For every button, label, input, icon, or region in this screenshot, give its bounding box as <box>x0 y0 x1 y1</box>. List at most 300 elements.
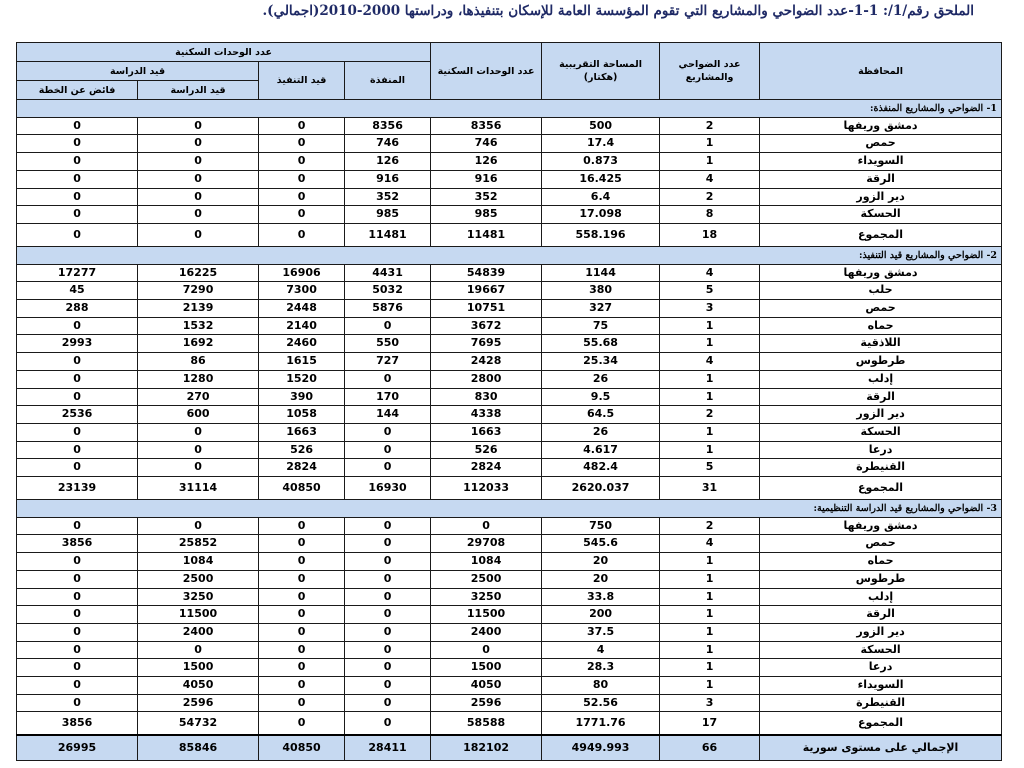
value-cell: 8356 <box>345 117 431 135</box>
value-cell: 3672 <box>431 317 542 335</box>
value-cell: 0 <box>259 659 345 677</box>
value-cell: 86 <box>138 353 259 371</box>
value-cell: 380 <box>542 282 660 300</box>
header-units-group: عدد الوحدات السكنية <box>17 43 431 62</box>
value-cell: 750 <box>542 517 660 535</box>
table-row <box>17 623 1002 641</box>
value-cell: 11500 <box>431 606 542 624</box>
section-header-row <box>17 100 1002 118</box>
value-cell: 985 <box>431 206 542 224</box>
section-total-row <box>17 223 1002 246</box>
value-cell: 28.3 <box>542 659 660 677</box>
value-cell: 0 <box>138 459 259 477</box>
table-row <box>17 459 1002 477</box>
value-cell: 4949.993 <box>542 735 660 761</box>
value-cell: 1084 <box>138 553 259 571</box>
value-cell: 26 <box>542 423 660 441</box>
page-title: الملحق رقم/1/: 1-1-عدد الضواحي والمشاريع التي تقوم المؤسسة العامة للإسكان بتنفيذها، ودراستها 2000-2010(اجمالي). <box>262 3 974 19</box>
value-cell: 170 <box>345 388 431 406</box>
table-row <box>17 317 1002 335</box>
value-cell: 10751 <box>431 300 542 318</box>
value-cell: 16930 <box>345 477 431 500</box>
value-cell: 0 <box>345 677 431 695</box>
value-cell: 0 <box>259 170 345 188</box>
value-cell: 6.4 <box>542 188 660 206</box>
value-cell: 25852 <box>138 535 259 553</box>
value-cell: 0 <box>345 459 431 477</box>
value-cell: 2 <box>660 117 760 135</box>
governorate-cell: دمشق وريفها <box>760 117 1002 135</box>
value-cell: 0 <box>138 153 259 171</box>
value-cell: 64.5 <box>542 406 660 424</box>
value-cell: 4431 <box>345 264 431 282</box>
governorate-cell: دير الزور <box>760 406 1002 424</box>
value-cell: 182102 <box>431 735 542 761</box>
value-cell: 0 <box>345 317 431 335</box>
housing-projects-table <box>16 42 1002 761</box>
value-cell: 0 <box>138 223 259 246</box>
value-cell: 1500 <box>138 659 259 677</box>
value-cell: 2428 <box>431 353 542 371</box>
value-cell: 9.5 <box>542 388 660 406</box>
value-cell: 0 <box>259 188 345 206</box>
governorate-cell: الرقة <box>760 606 1002 624</box>
value-cell: 550 <box>345 335 431 353</box>
value-cell: 0 <box>345 517 431 535</box>
value-cell: 0 <box>17 694 138 712</box>
value-cell: 80 <box>542 677 660 695</box>
table-row <box>17 423 1002 441</box>
value-cell: 26 <box>542 370 660 388</box>
value-cell: 830 <box>431 388 542 406</box>
value-cell: 40850 <box>259 735 345 761</box>
value-cell: 1 <box>660 135 760 153</box>
table-row <box>17 659 1002 677</box>
value-cell: 746 <box>345 135 431 153</box>
value-cell: 66 <box>660 735 760 761</box>
value-cell: 75 <box>542 317 660 335</box>
value-cell: 0 <box>259 623 345 641</box>
table-row <box>17 588 1002 606</box>
value-cell: 55.68 <box>542 335 660 353</box>
value-cell: 1 <box>660 441 760 459</box>
value-cell: 390 <box>259 388 345 406</box>
governorate-cell: القنيطرة <box>760 694 1002 712</box>
table-row <box>17 694 1002 712</box>
value-cell: 0 <box>259 117 345 135</box>
value-cell: 4338 <box>431 406 542 424</box>
value-cell: 2596 <box>138 694 259 712</box>
value-cell: 352 <box>345 188 431 206</box>
governorate-cell: دمشق وريفها <box>760 264 1002 282</box>
header-surplus: فائض عن الخطة <box>17 81 138 100</box>
value-cell: 1500 <box>431 659 542 677</box>
value-cell: 0 <box>17 353 138 371</box>
governorate-cell: المجموع <box>760 477 1002 500</box>
value-cell: 0 <box>17 188 138 206</box>
value-cell: 0 <box>345 553 431 571</box>
governorate-cell: الحسكة <box>760 423 1002 441</box>
value-cell: 16225 <box>138 264 259 282</box>
value-cell: 31 <box>660 477 760 500</box>
table-row <box>17 535 1002 553</box>
value-cell: 1663 <box>431 423 542 441</box>
header-area: المساحة التقريبية (هكتار) <box>542 43 660 100</box>
value-cell: 916 <box>345 170 431 188</box>
table-row <box>17 300 1002 318</box>
value-cell: 33.8 <box>542 588 660 606</box>
value-cell: 0 <box>259 677 345 695</box>
section-total-row <box>17 712 1002 736</box>
governorate-cell: القنيطرة <box>760 459 1002 477</box>
value-cell: 3 <box>660 694 760 712</box>
governorate-cell: طرطوس <box>760 570 1002 588</box>
value-cell: 52.56 <box>542 694 660 712</box>
value-cell: 746 <box>431 135 542 153</box>
value-cell: 1 <box>660 388 760 406</box>
value-cell: 16.425 <box>542 170 660 188</box>
value-cell: 2 <box>660 517 760 535</box>
value-cell: 18 <box>660 223 760 246</box>
value-cell: 0 <box>259 517 345 535</box>
value-cell: 112033 <box>431 477 542 500</box>
value-cell: 2993 <box>17 335 138 353</box>
value-cell: 0 <box>345 712 431 736</box>
value-cell: 0 <box>345 694 431 712</box>
table-row <box>17 206 1002 224</box>
value-cell: 1663 <box>259 423 345 441</box>
value-cell: 2500 <box>431 570 542 588</box>
value-cell: 0 <box>138 188 259 206</box>
governorate-cell: حلب <box>760 282 1002 300</box>
governorate-cell: الرقة <box>760 388 1002 406</box>
value-cell: 16906 <box>259 264 345 282</box>
value-cell: 4 <box>660 353 760 371</box>
value-cell: 2596 <box>431 694 542 712</box>
value-cell: 1615 <box>259 353 345 371</box>
value-cell: 558.196 <box>542 223 660 246</box>
value-cell: 4050 <box>138 677 259 695</box>
value-cell: 17.4 <box>542 135 660 153</box>
value-cell: 0 <box>259 223 345 246</box>
value-cell: 3856 <box>17 712 138 736</box>
value-cell: 0 <box>17 659 138 677</box>
value-cell: 2800 <box>431 370 542 388</box>
value-cell: 3250 <box>138 588 259 606</box>
value-cell: 0 <box>17 206 138 224</box>
value-cell: 0 <box>17 517 138 535</box>
header-in-study: قيد الدراسة <box>138 81 259 100</box>
value-cell: 352 <box>431 188 542 206</box>
value-cell: 0.873 <box>542 153 660 171</box>
value-cell: 1 <box>660 641 760 659</box>
value-cell: 482.4 <box>542 459 660 477</box>
value-cell: 0 <box>259 135 345 153</box>
value-cell: 4050 <box>431 677 542 695</box>
value-cell: 2140 <box>259 317 345 335</box>
value-cell: 526 <box>259 441 345 459</box>
value-cell: 126 <box>345 153 431 171</box>
header-count: عدد الضواحي والمشاريع <box>660 43 760 100</box>
value-cell: 1 <box>660 623 760 641</box>
value-cell: 7695 <box>431 335 542 353</box>
governorate-cell: السويداء <box>760 677 1002 695</box>
table-row <box>17 153 1002 171</box>
value-cell: 29708 <box>431 535 542 553</box>
value-cell: 25.34 <box>542 353 660 371</box>
value-cell: 1084 <box>431 553 542 571</box>
value-cell: 0 <box>345 623 431 641</box>
section-title: 3- الضواحي والمشاريع قيد الدراسة التنظيمية: <box>17 500 1002 518</box>
value-cell: 17277 <box>17 264 138 282</box>
value-cell: 0 <box>431 517 542 535</box>
value-cell: 1692 <box>138 335 259 353</box>
value-cell: 11500 <box>138 606 259 624</box>
value-cell: 3856 <box>17 535 138 553</box>
value-cell: 270 <box>138 388 259 406</box>
value-cell: 3250 <box>431 588 542 606</box>
value-cell: 58588 <box>431 712 542 736</box>
value-cell: 2460 <box>259 335 345 353</box>
table-row <box>17 641 1002 659</box>
header-units: عدد الوحدات السكنية <box>431 43 542 100</box>
value-cell: 1 <box>660 553 760 571</box>
value-cell: 0 <box>17 641 138 659</box>
table-row <box>17 388 1002 406</box>
value-cell: 19667 <box>431 282 542 300</box>
value-cell: 288 <box>17 300 138 318</box>
governorate-cell: المجموع <box>760 223 1002 246</box>
value-cell: 45 <box>17 282 138 300</box>
value-cell: 0 <box>17 170 138 188</box>
table-row <box>17 264 1002 282</box>
value-cell: 0 <box>138 517 259 535</box>
value-cell: 2448 <box>259 300 345 318</box>
value-cell: 327 <box>542 300 660 318</box>
value-cell: 0 <box>17 388 138 406</box>
value-cell: 1058 <box>259 406 345 424</box>
governorate-cell: الحسكة <box>760 206 1002 224</box>
value-cell: 54839 <box>431 264 542 282</box>
section-title: 1- الضواحي والمشاريع المنفذة: <box>17 100 1002 118</box>
section-title: 2- الضواحي والمشاريع قيد التنفيذ: <box>17 246 1002 264</box>
value-cell: 7290 <box>138 282 259 300</box>
value-cell: 2824 <box>259 459 345 477</box>
table-row <box>17 677 1002 695</box>
value-cell: 5876 <box>345 300 431 318</box>
section-header-row <box>17 500 1002 518</box>
value-cell: 0 <box>345 441 431 459</box>
section-total-row <box>17 477 1002 500</box>
value-cell: 54732 <box>138 712 259 736</box>
governorate-cell: درعا <box>760 659 1002 677</box>
table-row <box>17 517 1002 535</box>
value-cell: 20 <box>542 570 660 588</box>
value-cell: 37.5 <box>542 623 660 641</box>
value-cell: 0 <box>259 606 345 624</box>
value-cell: 1 <box>660 570 760 588</box>
table-row <box>17 441 1002 459</box>
value-cell: 1280 <box>138 370 259 388</box>
value-cell: 0 <box>259 712 345 736</box>
value-cell: 1 <box>660 317 760 335</box>
value-cell: 0 <box>345 659 431 677</box>
governorate-cell: دير الزور <box>760 188 1002 206</box>
header-executed: المنفذة <box>345 62 431 100</box>
value-cell: 0 <box>17 570 138 588</box>
value-cell: 0 <box>431 641 542 659</box>
table-row <box>17 170 1002 188</box>
value-cell: 17 <box>660 712 760 736</box>
governorate-cell: الرقة <box>760 170 1002 188</box>
value-cell: 0 <box>259 694 345 712</box>
governorate-cell: السويداء <box>760 153 1002 171</box>
value-cell: 0 <box>345 606 431 624</box>
value-cell: 1 <box>660 588 760 606</box>
value-cell: 40850 <box>259 477 345 500</box>
value-cell: 11481 <box>431 223 542 246</box>
value-cell: 2620.037 <box>542 477 660 500</box>
value-cell: 1 <box>660 153 760 171</box>
value-cell: 1532 <box>138 317 259 335</box>
value-cell: 2400 <box>138 623 259 641</box>
value-cell: 23139 <box>17 477 138 500</box>
value-cell: 26995 <box>17 735 138 761</box>
governorate-cell: الحسكة <box>760 641 1002 659</box>
value-cell: 0 <box>17 223 138 246</box>
value-cell: 1 <box>660 423 760 441</box>
value-cell: 8356 <box>431 117 542 135</box>
value-cell: 500 <box>542 117 660 135</box>
value-cell: 0 <box>138 441 259 459</box>
value-cell: 0 <box>17 117 138 135</box>
value-cell: 1 <box>660 659 760 677</box>
governorate-cell: حماه <box>760 553 1002 571</box>
value-cell: 0 <box>259 206 345 224</box>
governorate-cell: المجموع <box>760 712 1002 736</box>
value-cell: 0 <box>259 641 345 659</box>
table-body <box>17 100 1002 761</box>
table-row <box>17 117 1002 135</box>
value-cell: 0 <box>17 677 138 695</box>
value-cell: 0 <box>138 117 259 135</box>
value-cell: 0 <box>259 553 345 571</box>
value-cell: 0 <box>17 441 138 459</box>
value-cell: 727 <box>345 353 431 371</box>
table-row <box>17 553 1002 571</box>
table-row <box>17 135 1002 153</box>
value-cell: 0 <box>17 553 138 571</box>
value-cell: 11481 <box>345 223 431 246</box>
table-row <box>17 406 1002 424</box>
value-cell: 4.617 <box>542 441 660 459</box>
value-cell: 5 <box>660 459 760 477</box>
value-cell: 2400 <box>431 623 542 641</box>
value-cell: 545.6 <box>542 535 660 553</box>
value-cell: 0 <box>138 641 259 659</box>
value-cell: 2536 <box>17 406 138 424</box>
value-cell: 2 <box>660 188 760 206</box>
governorate-cell: حمص <box>760 300 1002 318</box>
value-cell: 200 <box>542 606 660 624</box>
value-cell: 5032 <box>345 282 431 300</box>
value-cell: 1 <box>660 370 760 388</box>
table-row <box>17 353 1002 371</box>
governorate-cell: درعا <box>760 441 1002 459</box>
value-cell: 20 <box>542 553 660 571</box>
value-cell: 0 <box>17 135 138 153</box>
table-row <box>17 570 1002 588</box>
value-cell: 144 <box>345 406 431 424</box>
header-study-group: قيد الدراسة <box>17 62 259 81</box>
value-cell: 0 <box>17 459 138 477</box>
governorate-cell: دير الزور <box>760 623 1002 641</box>
value-cell: 4 <box>660 264 760 282</box>
value-cell: 4 <box>660 535 760 553</box>
value-cell: 0 <box>259 535 345 553</box>
value-cell: 1520 <box>259 370 345 388</box>
table-row <box>17 370 1002 388</box>
value-cell: 0 <box>138 206 259 224</box>
value-cell: 0 <box>17 623 138 641</box>
value-cell: 600 <box>138 406 259 424</box>
value-cell: 4 <box>660 170 760 188</box>
value-cell: 0 <box>259 588 345 606</box>
value-cell: 916 <box>431 170 542 188</box>
value-cell: 0 <box>345 570 431 588</box>
section-header-row <box>17 246 1002 264</box>
value-cell: 7300 <box>259 282 345 300</box>
value-cell: 1 <box>660 335 760 353</box>
value-cell: 0 <box>17 423 138 441</box>
value-cell: 85846 <box>138 735 259 761</box>
governorate-cell: إدلب <box>760 370 1002 388</box>
table-row <box>17 335 1002 353</box>
value-cell: 526 <box>431 441 542 459</box>
value-cell: 126 <box>431 153 542 171</box>
value-cell: 4 <box>542 641 660 659</box>
governorate-cell: حمص <box>760 135 1002 153</box>
governorate-cell: طرطوس <box>760 353 1002 371</box>
value-cell: 0 <box>345 370 431 388</box>
value-cell: 1144 <box>542 264 660 282</box>
value-cell: 0 <box>138 170 259 188</box>
value-cell: 0 <box>345 423 431 441</box>
table-row <box>17 606 1002 624</box>
value-cell: 0 <box>345 588 431 606</box>
governorate-cell: حماه <box>760 317 1002 335</box>
governorate-cell: الإجمالي على مستوى سورية <box>760 735 1002 761</box>
value-cell: 2500 <box>138 570 259 588</box>
value-cell: 0 <box>17 588 138 606</box>
table-row <box>17 188 1002 206</box>
value-cell: 0 <box>345 641 431 659</box>
value-cell: 3 <box>660 300 760 318</box>
value-cell: 2824 <box>431 459 542 477</box>
value-cell: 1 <box>660 677 760 695</box>
value-cell: 0 <box>138 423 259 441</box>
value-cell: 2 <box>660 406 760 424</box>
table-row <box>17 282 1002 300</box>
value-cell: 5 <box>660 282 760 300</box>
value-cell: 0 <box>138 135 259 153</box>
governorate-cell: دمشق وريفها <box>760 517 1002 535</box>
value-cell: 985 <box>345 206 431 224</box>
value-cell: 0 <box>259 153 345 171</box>
value-cell: 17.098 <box>542 206 660 224</box>
value-cell: 0 <box>345 535 431 553</box>
value-cell: 0 <box>259 570 345 588</box>
